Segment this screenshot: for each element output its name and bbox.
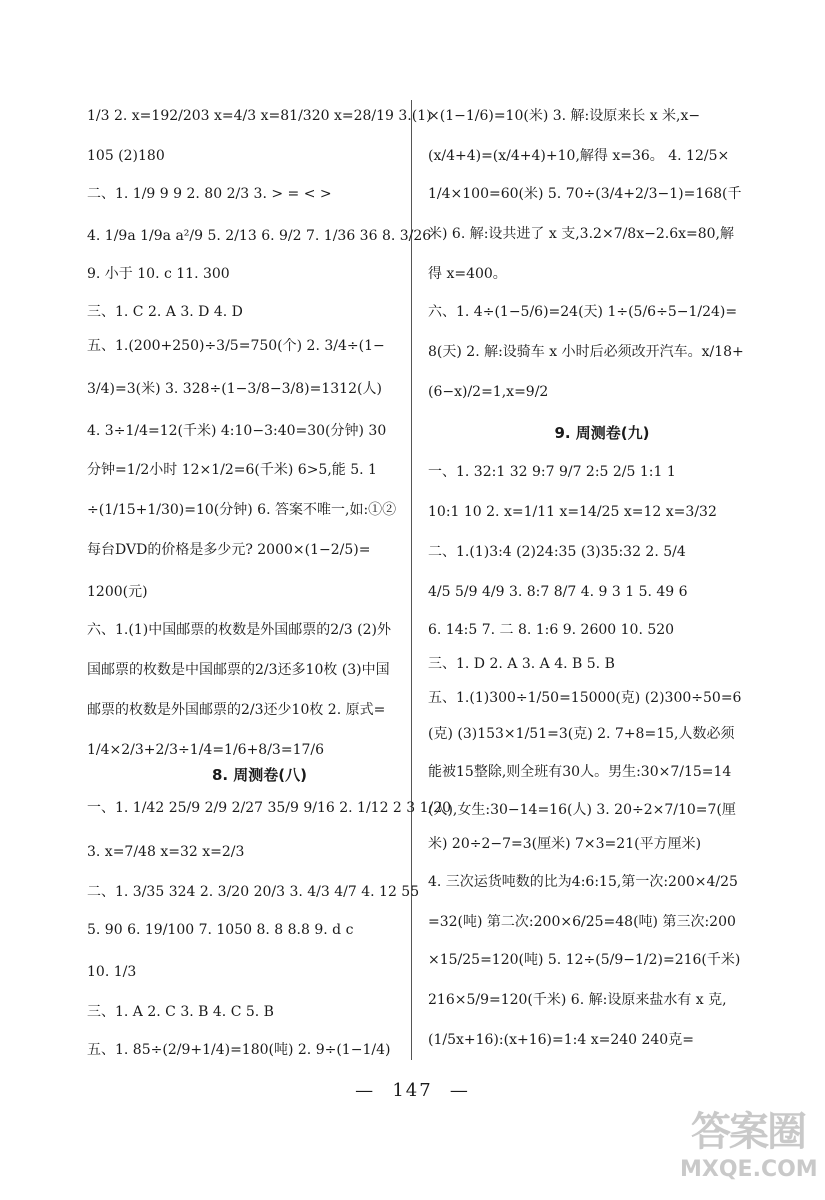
left-answer-line: 五、1. 85÷(2/9+1/4)=180(吨) 2. 9÷(1−1/4): [87, 1042, 391, 1058]
left-answer-line: 3. x=7/48 x=32 x=2/3: [87, 844, 245, 860]
right-answer-line: 二、1.(1)3:4 (2)24:35 (3)35:32 2. 5/4: [428, 544, 686, 560]
right-answer-line: 五、1.(1)300÷1/50=15000(克) (2)300÷50=6: [428, 690, 742, 706]
left-answer-line: 分钟=1/2小时 12×1/2=6(千米) 6>5,能 5. 1: [87, 462, 377, 478]
dash-left: —: [355, 1080, 376, 1101]
right-answer-line: 三、1. D 2. A 3. A 4. B 5. B: [428, 656, 615, 672]
right-answer-line: 4/5 5/9 4/9 3. 8:7 8/7 4. 9 3 1 5. 49 6: [428, 584, 688, 600]
right-answer-line: =32(吨) 第二次:200×6/25=48(吨) 第三次:200: [428, 914, 736, 930]
left-answer-line: 二、1. 3/35 324 2. 3/20 20/3 3. 4/3 4/7 4. 12 55: [87, 884, 420, 900]
right-answer-line: 米) 6. 解:设共进了 x 支,3.2×7/8x−2.6x=80,解: [428, 226, 734, 242]
left-answer-line: 9. 小于 10. c 11. 300: [87, 266, 230, 282]
right-answer-line: 4. 三次运货吨数的比为4:6:15,第一次:200×4/25: [428, 874, 738, 890]
page-number: 147: [392, 1080, 433, 1101]
left-answer-line: 4. 1/9a 1/9a a²/9 5. 2/13 6. 9/2 7. 1/36 36 8. 3/26: [87, 228, 432, 244]
left-answer-line: 国邮票的枚数是中国邮票的2/3还多10枚 (3)中国: [87, 662, 390, 678]
left-answer-line: 五、1.(200+250)÷3/5=750(个) 2. 3/4÷(1−: [87, 338, 385, 354]
right-answer-line: 10:1 10 2. x=1/11 x=14/25 x=12 x=3/32: [428, 504, 717, 520]
left-answer-line: 二、1. 1/9 9 9 2. 80 2/3 3. > = < >: [87, 186, 332, 202]
left-answer-line: 1/4×2/3+2/3÷1/4=1/6+8/3=17/6: [87, 742, 325, 758]
right-answer-line: 能被15整除,则全班有30人。男生:30×7/15=14: [428, 764, 732, 780]
watermark-logo: 答案圈: [691, 1109, 805, 1155]
left-answer-line: 3/4)=3(米) 3. 328÷(1−3/8−3/8)=1312(人): [87, 381, 382, 397]
left-answer-line: 每台DVD的价格是多少元? 2000×(1−2/5)=: [87, 542, 371, 558]
watermark: [680, 1100, 818, 1182]
right-answer-line: 六、1. 4÷(1−5/6)=24(天) 1÷(5/6÷5−1/24)=: [428, 304, 738, 320]
right-answer-line: (人),女生:30−14=16(人) 3. 20÷2×7/10=7(厘: [428, 802, 736, 818]
left-answer-line: ÷(1/15+1/30)=10(分钟) 6. 答案不唯一,如:①②: [87, 502, 397, 518]
left-answer-line: 1200(元): [87, 584, 148, 600]
left-answer-line: 5. 90 6. 19/100 7. 1050 8. 8 8.8 9. d c: [87, 922, 354, 938]
right-answer-line: (克) (3)153×1/51=3(克) 2. 7+8=15,人数必须: [428, 726, 735, 742]
left-answer-line: 4. 3÷1/4=12(千米) 4:10−3:40=30(分钟) 30: [87, 423, 387, 439]
left-answer-line: 邮票的枚数是外国邮票的2/3还少10枚 2. 原式=: [87, 702, 386, 718]
left-answer-line: 三、1. A 2. C 3. B 4. C 5. B: [87, 1004, 274, 1020]
right-answer-line: 一、1. 32:1 32 9:7 9/7 2:5 2/5 1:1 1: [428, 464, 676, 480]
right-answer-line: 1/4×100=60(米) 5. 70÷(3/4+2/3−1)=168(千: [428, 186, 742, 202]
right-answer-line: 米) 20÷2−7=3(厘米) 7×3=21(平方厘米): [428, 836, 702, 852]
watermark-url: MXQE.COM: [680, 1157, 818, 1182]
section-title-9: 9. 周测卷(九): [554, 424, 650, 442]
right-answer-line: 216×5/9=120(千米) 6. 解:设原来盐水有 x 克,: [428, 992, 727, 1008]
left-answer-line: 1/3 2. x=192/203 x=4/3 x=81/320 x=28/19 3.(1): [87, 108, 432, 124]
right-answer-line: ×(1−1/6)=10(米) 3. 解:设原来长 x 米,x−: [428, 108, 701, 124]
section-title-8: 8. 周测卷(八): [211, 766, 308, 784]
right-answer-line: (1/5x+16):(x+16)=1:4 x=240 240克=: [428, 1032, 694, 1048]
left-answer-line: 六、1.(1)中国邮票的枚数是外国邮票的2/3 (2)外: [87, 622, 391, 638]
left-answer-line: 10. 1/3: [87, 964, 137, 980]
right-answer-line: 8(天) 2. 解:设骑车 x 小时后必须改开汽车。x/18+: [428, 344, 744, 360]
left-answer-line: 105 (2)180: [87, 148, 165, 164]
left-answer-line: 一、1. 1/42 25/9 2/9 2/27 35/9 9/16 2. 1/12 2 3 1/20: [87, 800, 452, 816]
left-answer-line: 三、1. C 2. A 3. D 4. D: [87, 304, 243, 320]
page-footer: [0, 1080, 825, 1101]
dash-right: —: [449, 1080, 470, 1101]
right-answer-line: 6. 14:5 7. 二 8. 1:6 9. 2600 10. 520: [428, 622, 675, 638]
right-answer-line: 得 x=400。: [428, 266, 507, 282]
right-answer-line: (x/4+4)=(x/4+4)+10,解得 x=36。 4. 12/5×: [428, 148, 730, 164]
right-answer-line: ×15/25=120(吨) 5. 12÷(5/9−1/2)=216(千米): [428, 952, 741, 968]
right-answer-line: (6−x)/2=1,x=9/2: [428, 384, 549, 400]
